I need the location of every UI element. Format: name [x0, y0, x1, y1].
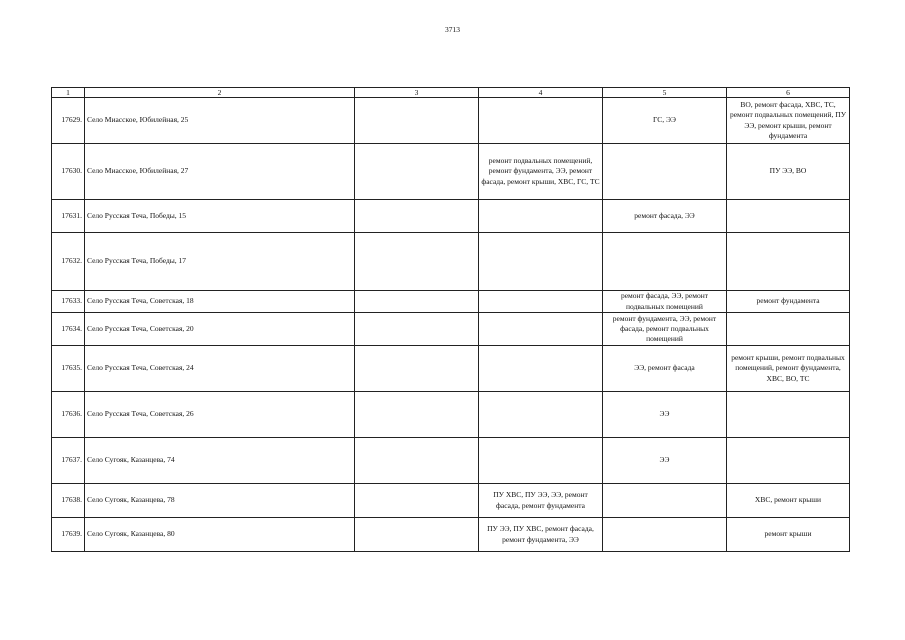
row-number: 17635. — [52, 346, 85, 392]
table-row — [52, 313, 850, 346]
address-cell: Село Миасское, Юбилейная, 25 — [85, 98, 355, 144]
col4-cell — [479, 438, 603, 484]
col3-cell — [355, 484, 479, 518]
col4-cell — [479, 346, 603, 392]
col3-cell — [355, 233, 479, 291]
col5-cell: ремонт фасада, ЭЭ — [603, 200, 727, 233]
col5-cell: ЭЭ — [603, 392, 727, 438]
address-cell: Село Русская Теча, Советская, 24 — [85, 346, 355, 392]
col4-cell — [479, 313, 603, 346]
col5-cell — [603, 484, 727, 518]
col5-cell: ЭЭ, ремонт фасада — [603, 346, 727, 392]
col5-cell — [603, 233, 727, 291]
col5-cell: ремонт фундамента, ЭЭ, ремонт фасада, ремонт подвальных помещений — [603, 313, 727, 346]
row-number: 17634. — [52, 313, 85, 346]
data-table — [51, 87, 850, 552]
table-row — [52, 392, 850, 438]
row-number: 17632. — [52, 233, 85, 291]
header-cell: 3 — [355, 88, 479, 98]
col6-cell: ХВС, ремонт крыши — [727, 484, 850, 518]
address-cell: Село Миасское, Юбилейная, 27 — [85, 144, 355, 200]
col3-cell — [355, 313, 479, 346]
table-row — [52, 438, 850, 484]
col6-cell — [727, 392, 850, 438]
address-cell: Село Русская Теча, Советская, 26 — [85, 392, 355, 438]
address-cell: Село Русская Теча, Советская, 20 — [85, 313, 355, 346]
col4-cell: ремонт подвальных помещений, ремонт фундамента, ЭЭ, ремонт фасада, ремонт крыши, ХВС, ГС, ТС — [479, 144, 603, 200]
col4-cell — [479, 200, 603, 233]
header-cell: 1 — [52, 88, 85, 98]
col4-cell — [479, 291, 603, 313]
table-row — [52, 233, 850, 291]
address-cell: Село Сугояк, Казанцева, 80 — [85, 518, 355, 552]
row-number: 17630. — [52, 144, 85, 200]
col6-cell — [727, 233, 850, 291]
col3-cell — [355, 346, 479, 392]
header-cell: 2 — [85, 88, 355, 98]
col5-cell: ремонт фасада, ЭЭ, ремонт подвальных помещений — [603, 291, 727, 313]
col3-cell — [355, 144, 479, 200]
row-number: 17637. — [52, 438, 85, 484]
col4-cell — [479, 98, 603, 144]
col6-cell — [727, 438, 850, 484]
address-cell: Село Сугояк, Казанцева, 78 — [85, 484, 355, 518]
col3-cell — [355, 518, 479, 552]
col4-cell — [479, 392, 603, 438]
header-cell: 5 — [603, 88, 727, 98]
col3-cell — [355, 392, 479, 438]
address-cell: Село Русская Теча, Победы, 15 — [85, 200, 355, 233]
table-row — [52, 144, 850, 200]
col4-cell — [479, 233, 603, 291]
col6-cell — [727, 313, 850, 346]
table-row — [52, 484, 850, 518]
row-number: 17631. — [52, 200, 85, 233]
header-cell: 4 — [479, 88, 603, 98]
table-row — [52, 518, 850, 552]
table-row — [52, 291, 850, 313]
table-row — [52, 346, 850, 392]
col6-cell: ремонт фундамента — [727, 291, 850, 313]
col3-cell — [355, 438, 479, 484]
table-row — [52, 98, 850, 144]
row-number: 17629. — [52, 98, 85, 144]
table-row — [52, 200, 850, 233]
table-header-row — [52, 88, 850, 98]
address-cell: Село Русская Теча, Победы, 17 — [85, 233, 355, 291]
col5-cell — [603, 518, 727, 552]
col6-cell: ремонт крыши, ремонт подвальных помещений, ремонт фундамента, ХВС, ВО, ТС — [727, 346, 850, 392]
row-number: 17638. — [52, 484, 85, 518]
col4-cell: ПУ ХВС, ПУ ЭЭ, ЭЭ, ремонт фасада, ремонт фундамента — [479, 484, 603, 518]
page-number: 3713 — [445, 25, 460, 34]
col6-cell: ремонт крыши — [727, 518, 850, 552]
row-number: 17636. — [52, 392, 85, 438]
col6-cell — [727, 200, 850, 233]
header-cell: 6 — [727, 88, 850, 98]
row-number: 17639. — [52, 518, 85, 552]
col6-cell: ВО, ремонт фасада, ХВС, ТС, ремонт подвальных помещений, ПУ ЭЭ, ремонт крыши, ремонт фундамента — [727, 98, 850, 144]
col3-cell — [355, 98, 479, 144]
col6-cell: ПУ ЭЭ, ВО — [727, 144, 850, 200]
row-number: 17633. — [52, 291, 85, 313]
col5-cell — [603, 144, 727, 200]
address-cell: Село Русская Теча, Советская, 18 — [85, 291, 355, 313]
col4-cell: ПУ ЭЭ, ПУ ХВС, ремонт фасада, ремонт фундамента, ЭЭ — [479, 518, 603, 552]
col3-cell — [355, 291, 479, 313]
col3-cell — [355, 200, 479, 233]
col5-cell: ЭЭ — [603, 438, 727, 484]
col5-cell: ГС, ЭЭ — [603, 98, 727, 144]
address-cell: Село Сугояк, Казанцева, 74 — [85, 438, 355, 484]
